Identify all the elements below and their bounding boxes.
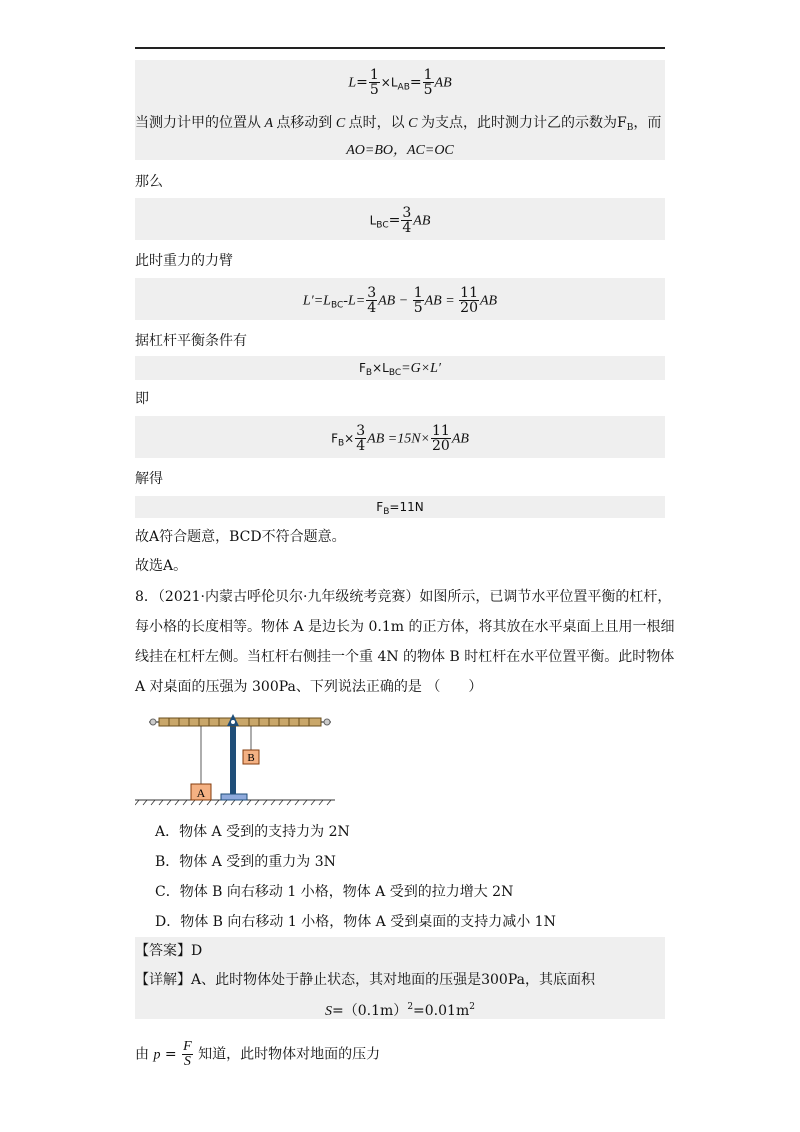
option-c: C．物体 B 向右移动 1 小格，物体 A 受到的拉力增大 2N	[155, 884, 514, 900]
box-a-label: A	[196, 786, 206, 800]
stand-base	[221, 794, 247, 800]
equation-area: $S=(0.1m)^2=0.01m^2$	[325, 1002, 475, 1019]
stand-pole	[230, 722, 236, 794]
header-rule	[135, 47, 665, 49]
equation-numeric: $F_B\times$ $\frac{3}{4}$ AB =15N× $\frac{11}{20}$ AB	[331, 423, 469, 454]
equation-ao-bo: AO=BO，AC=OC	[346, 143, 454, 158]
text-a-fits: 故A符合题意，BCD不符合题意。	[135, 529, 346, 545]
text-pressure-formula: 由 p = $\frac{F}{S}$ 知道，此时物体对地面的压力	[135, 1039, 381, 1069]
question-8-line-1: 8．（2021·内蒙古呼伦贝尔·九年级统考竞赛）如图所示，已调节水平位置平衡的杠杆，	[135, 589, 672, 605]
equation-balance: $F_B\times L_{BC}=G\times L'$	[358, 361, 441, 378]
detail: 【详解】A、此时物体处于静止状态，其对地面的压强是300Pa，其底面积	[135, 972, 595, 988]
right-knob	[324, 719, 330, 725]
pivot-pin	[231, 720, 235, 724]
option-d: D．物体 B 向右移动 1 小格，物体 A 受到桌面的支持力减小 1N	[155, 914, 556, 930]
question-8-line-4: A 对桌面的压强为 300Pa、下列说法正确的是 （ ）	[135, 679, 483, 695]
question-8-line-2: 每小格的长度相等。物体 A 是边长为 0.1m 的正方体，将其放在水平桌面上且用一根细	[135, 619, 675, 635]
equation-fb: $F_B=11N$	[376, 500, 424, 517]
equation-lbc: $L_{BC}=$ $\frac{3}{4}$ AB	[369, 205, 431, 236]
question-8-line-3: 线挂在杠杆左侧。当杠杆右侧挂一个重 4N 的物体 B 时杠杆在水平位置平衡。此时物体	[135, 649, 675, 665]
lever-bar	[159, 718, 321, 726]
text-choose-a: 故选A。	[135, 558, 188, 574]
equation-L: L= $\frac{1}{5}$ $\times L_{AB}=$ $\frac{1}{5}$ AB	[348, 67, 452, 98]
equation-lprime: $L'=L_{BC}-L=$ $\frac{3}{4}$ AB − $\frac{1}{5}$ AB = $\frac{11}{20}$ AB	[302, 285, 498, 316]
left-knob	[150, 719, 156, 725]
text-then: 那么	[135, 174, 163, 190]
ground-hatch	[135, 800, 331, 805]
text-balance-condition: 据杠杆平衡条件有	[135, 333, 247, 349]
box-b-label: B	[247, 752, 255, 764]
text-gravity-arm: 此时重力的力臂	[135, 253, 233, 269]
text-that-is: 即	[135, 391, 149, 407]
option-b: B．物体 A 受到的重力为 3N	[155, 854, 336, 870]
text-solve: 解得	[135, 471, 163, 487]
lever-diagram	[135, 712, 345, 812]
option-a: A．物体 A 受到的支持力为 2N	[155, 824, 350, 840]
answer: 【答案】D	[135, 943, 203, 959]
text-measure-move: 当测力计甲的位置从 A 点移动到 C 点时，以 C 为支点，此时测力计乙的示数为$F_B$，而	[135, 115, 662, 133]
